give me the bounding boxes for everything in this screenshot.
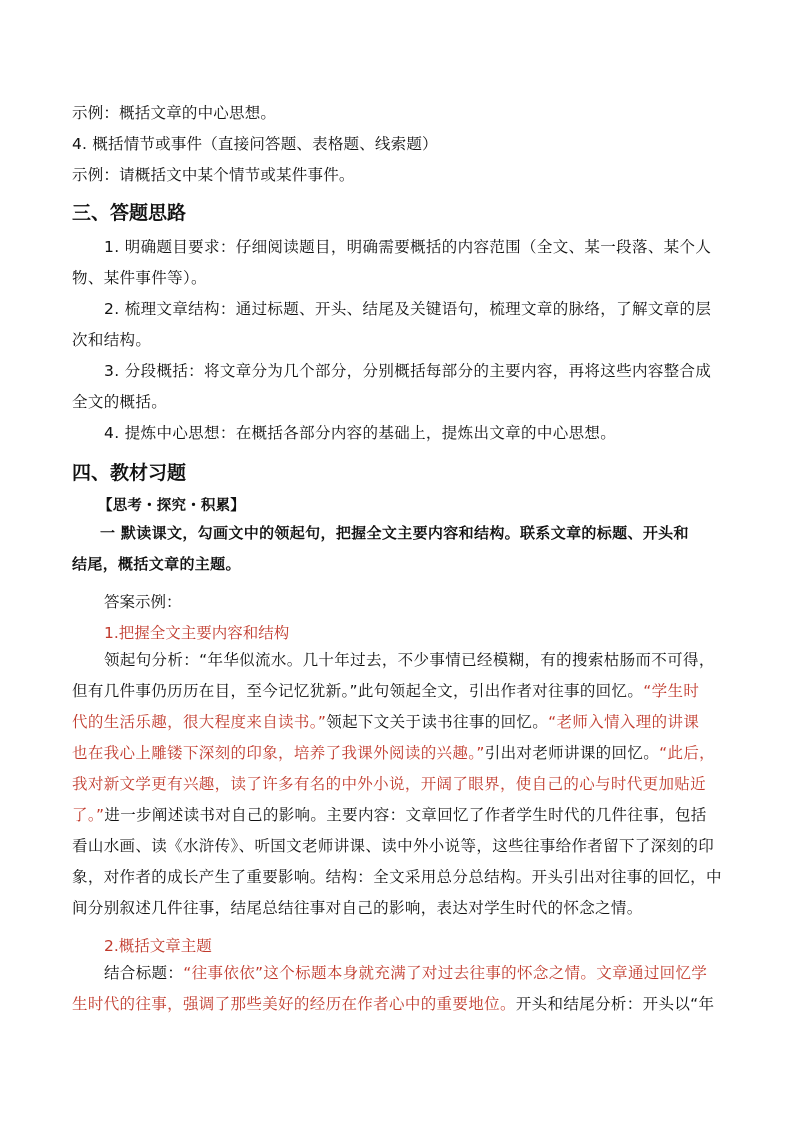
body2-line-0: 结合标题：“往事依依”这个标题本身就充满了对过去往事的怀念之情。文章通过回忆学 <box>104 964 708 982</box>
body1-line-3: 也在我心上雕镂下深刻的印象，培养了我课外阅读的兴趣。”引出对老师讲课的回忆。“此后， <box>72 744 716 762</box>
item-1-line-a: 1. 明确题目要求：仔细阅读题目，明确需要概括的内容范围（全文、某一段落、某个人 <box>104 238 712 256</box>
answer-heading-1: 1.把握全文主要内容和结构 <box>104 624 290 642</box>
body1-line-5: 了。”进一步阐述读书对自己的影响。主要内容：文章回忆了作者学生时代的几件往事，包括 <box>72 806 707 824</box>
item-3-line-a: 3. 分段概括：将文章分为几个部分，分别概括每部分的主要内容，再将这些内容整合成 <box>104 362 712 380</box>
item-2-line-b: 次和结构。 <box>72 331 152 349</box>
body1-line-1: 但有几件事仍历历在目，至今记忆犹新。”此句领起全文，引出作者对往事的回忆。“学生时 <box>72 682 700 700</box>
body1-line-6: 看山水画、读《水浒传》、听国文老师讲课、读中外小说等，这些往事给作者留下了深刻的印 <box>72 837 715 855</box>
question-1-line-a: 一 默读课文，勾画文中的领起句，把握全文主要内容和结构。联系文章的标题、开头和 <box>100 524 689 542</box>
section-3-item-4 <box>72 418 722 449</box>
section-3-title: 三、答题思路 <box>72 202 187 224</box>
answer-body-2 <box>72 958 722 1020</box>
answer-heading-2: 2.概括文章主题 <box>104 937 212 955</box>
item-4-line: 4. 提炼中心思想：在概括各部分内容的基础上，提炼出文章的中心思想。 <box>104 424 617 442</box>
section-4-subtitle: 【思考・探究・积累】 <box>98 497 245 514</box>
body1-line-0: 领起句分析：“年华似流水。几十年过去，不少事情已经模糊，有的搜索枯肠而不可得， <box>104 651 715 669</box>
body2-line-1: 生时代的往事，强调了那些美好的经历在作者心中的重要地位。开头和结尾分析：开头以“年 <box>72 995 715 1013</box>
section-3-item-2 <box>72 294 722 356</box>
section-3-item-1 <box>72 232 722 294</box>
body1-line-2: 代的生活乐趣，很大程度来自读书。”领起下文关于读书往事的回忆。“老师入情入理的讲课 <box>72 713 700 731</box>
body1-line-4: 我对新文学更有兴趣，读了许多有名的中外小说，开阔了眼界，使自己的心与时代更加贴近 <box>72 775 707 793</box>
body1-line-7: 象，对作者的成长产生了重要影响。结构：全文采用总分总结构。开头引出对往事的回忆，中 <box>72 868 722 886</box>
intro-line-2: 4. 概括情节或事件（直接问答题、表格题、线索题） <box>72 135 438 153</box>
item-1-line-b: 物、某件事件等）。 <box>72 269 207 287</box>
body1-line-8: 间分别叙述几件往事，结尾总结往事对自己的影响，表达对学生时代的怀念之情。 <box>72 899 643 917</box>
section-4-title: 四、教材习题 <box>72 462 187 484</box>
item-3-line-b: 全文的概括。 <box>72 393 168 411</box>
answer-label: 答案示例： <box>104 593 182 611</box>
item-2-line-a: 2. 梳理文章结构：通过标题、开头、结尾及关键语句，梳理文章的脉络，了解文章的层 <box>104 300 712 318</box>
question-1-line-b: 结尾，概括文章的主题。 <box>72 555 241 573</box>
intro-line-1: 示例：概括文章的中心思想。 <box>72 104 277 122</box>
intro-line-3: 示例：请概括文中某个情节或某件事件。 <box>72 166 355 184</box>
section-3-item-3 <box>72 356 722 418</box>
question-1 <box>72 518 722 580</box>
answer-body-1 <box>72 645 722 924</box>
